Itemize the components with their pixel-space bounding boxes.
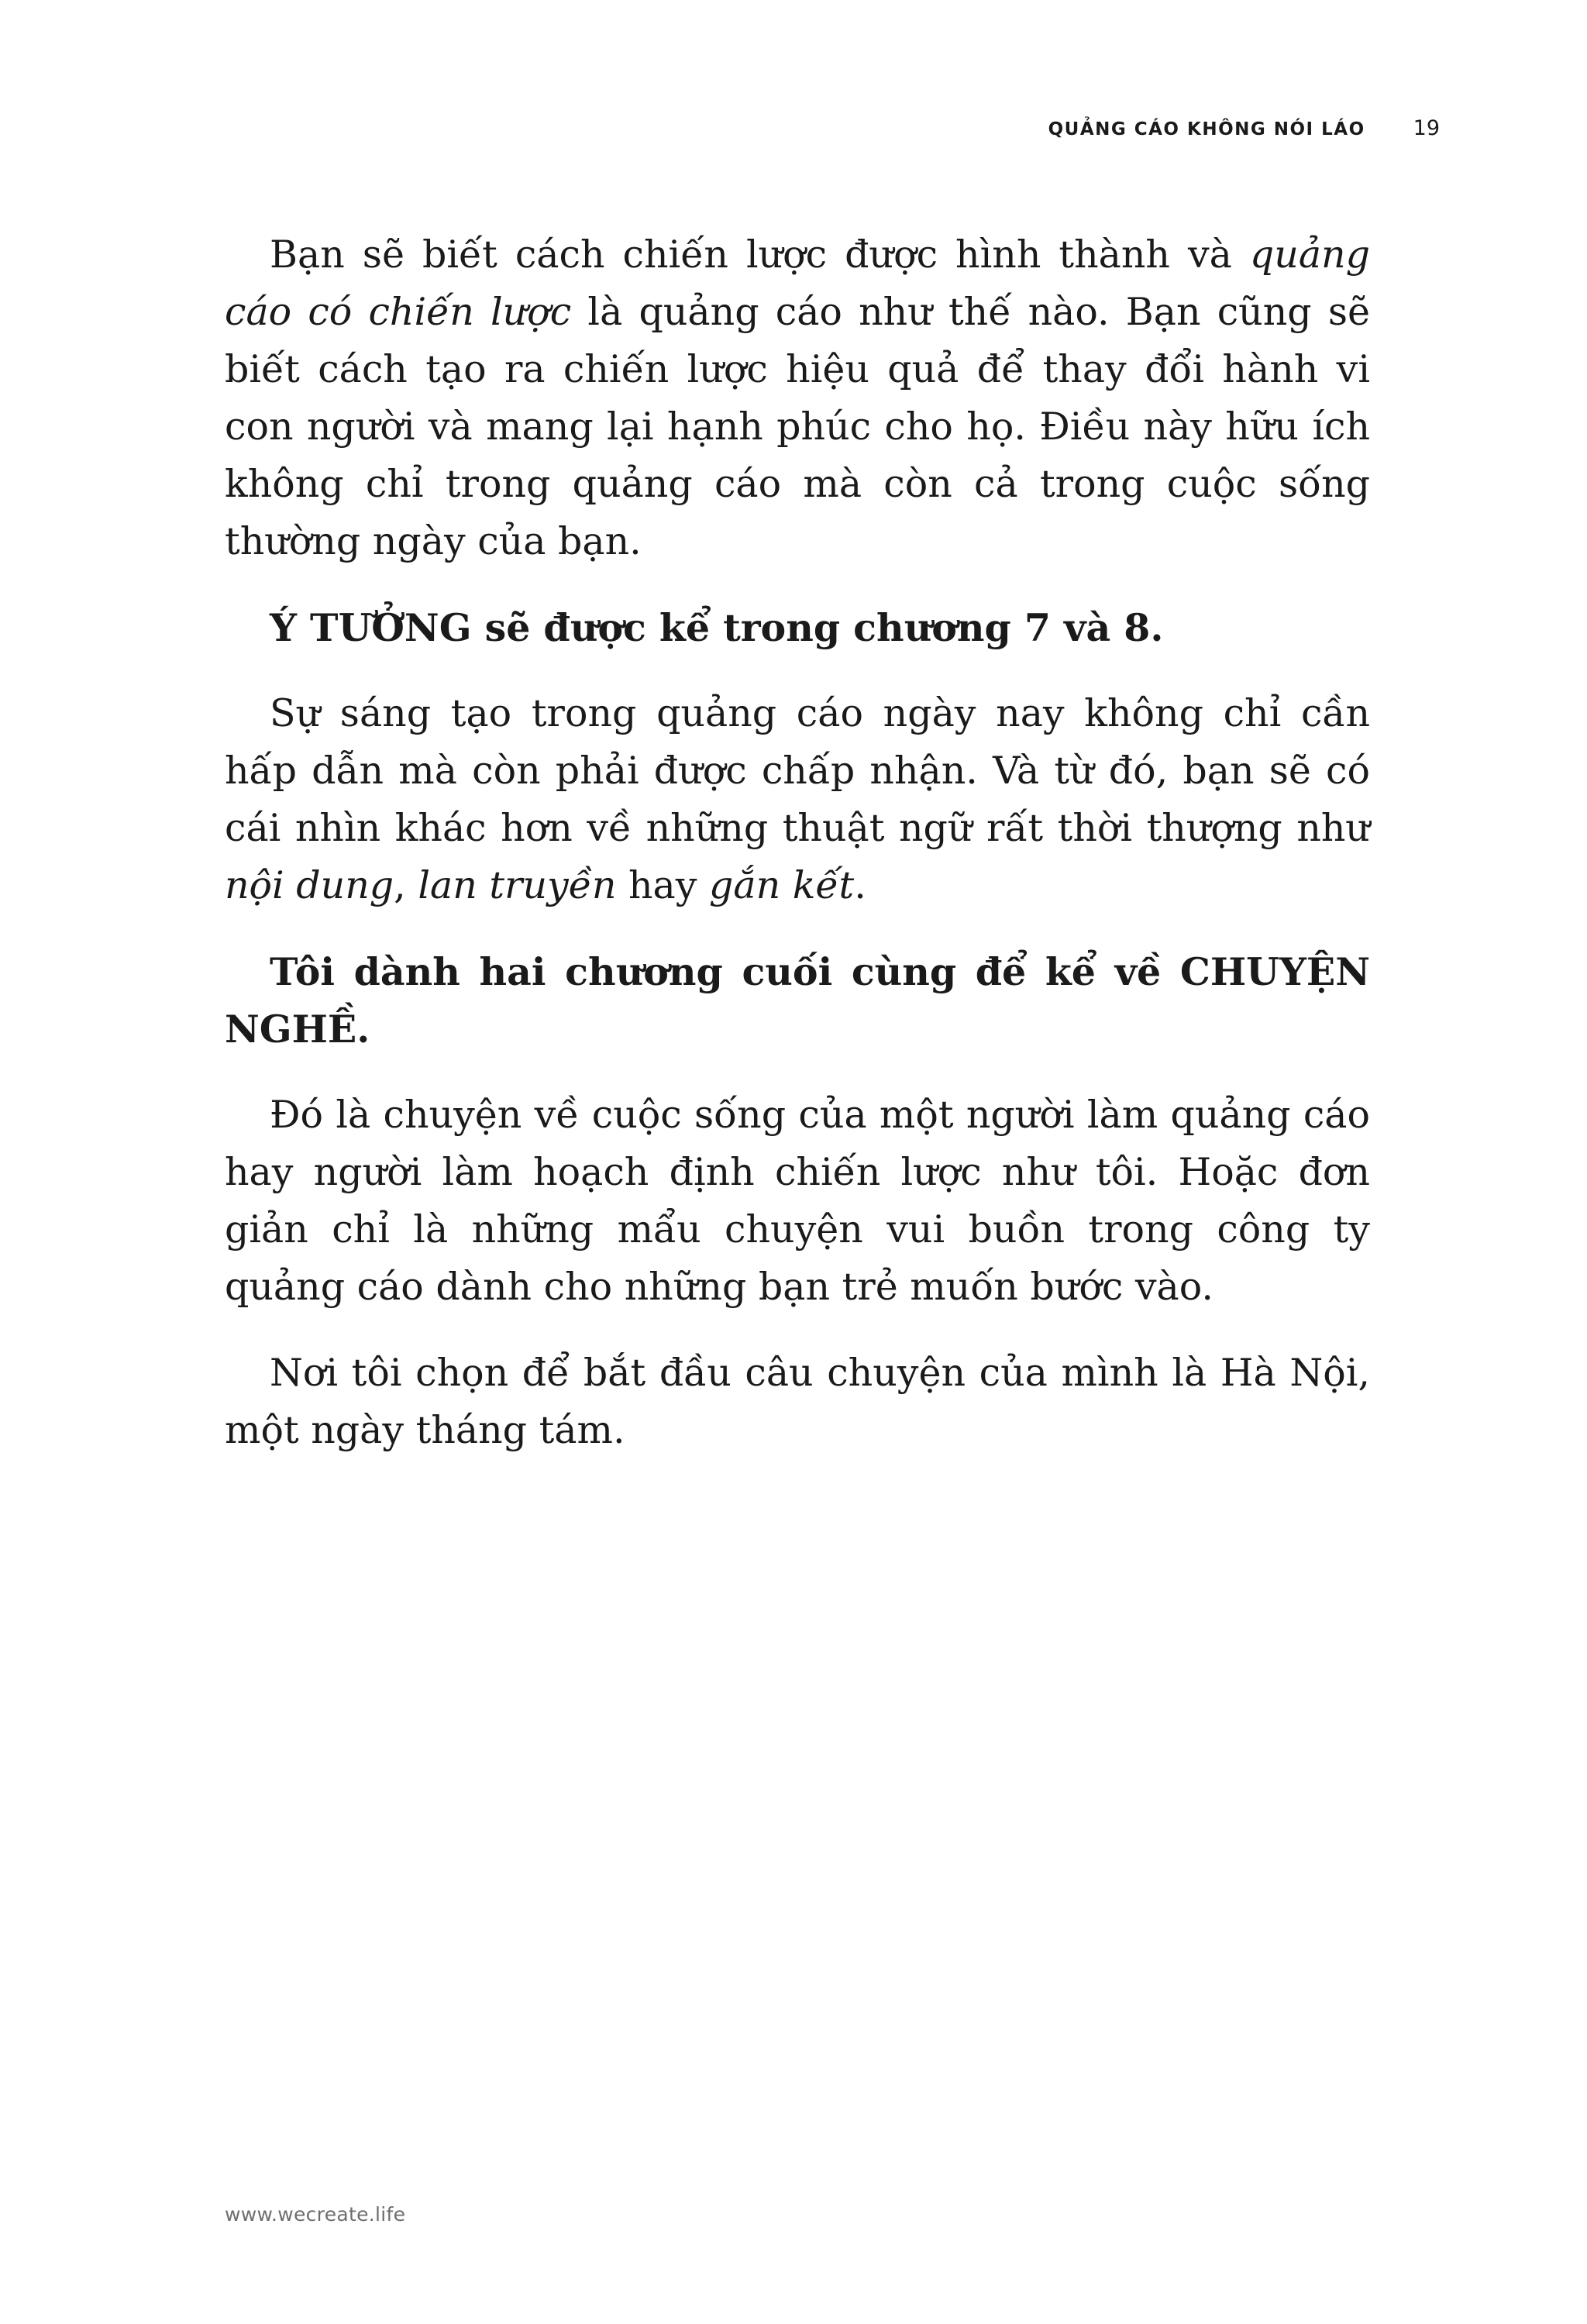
text-segment: hay [616, 863, 709, 907]
text-segment: Tôi dành hai chương cuối cùng để kể về CHUYỆN NGHỀ. [225, 949, 1370, 1052]
text-segment: Ý TƯỞNG sẽ được kể trong chương 7 và 8. [270, 605, 1164, 650]
page-number: 19 [1413, 116, 1440, 140]
text-segment: , [394, 863, 418, 907]
paragraph-hanoi [225, 1344, 1370, 1459]
body-text [225, 226, 1370, 1459]
text-segment: . [854, 863, 866, 907]
paragraph-creativity [225, 685, 1370, 914]
italic-term: gắn kết [709, 863, 855, 907]
paragraph-career-stories [225, 1086, 1370, 1316]
italic-term: quảng cáo có chiến lược [225, 232, 1370, 334]
italic-term: nội dung [225, 863, 394, 907]
running-header [1048, 116, 1440, 140]
text-segment: Sự sáng tạo trong quảng cáo ngày nay không chỉ cần hấp dẫn mà còn phải được chấp nhận. Và từ đó, bạn sẽ có cái nhìn khác hơn về những thuật ngữ rất thời thượng như [225, 691, 1370, 850]
paragraph-idea-heading [225, 599, 1370, 656]
paragraph-strategy [225, 226, 1370, 570]
text-segment: Bạn sẽ biết cách chiến lược được hình thành và [270, 232, 1250, 277]
text-segment: Đó là chuyện về cuộc sống của một người làm quảng cáo hay người làm hoạch định chiến lược như tôi. Hoặc đơn giản chỉ là những mẩu chuyện vui buồn trong công ty quảng cáo dành cho những bạn trẻ muốn bước vào. [225, 1093, 1370, 1309]
text-segment: là quảng cáo như thế nào. Bạn cũng sẽ biết cách tạo ra chiến lược hiệu quả để thay đổi hành vi con người và mang lại hạnh phúc cho họ. Điều này hữu ích không chỉ trong quảng cáo mà còn cả trong cuộc sống thường ngày của bạn. [225, 290, 1370, 563]
running-title: QUẢNG CÁO KHÔNG NÓI LÁO [1048, 119, 1365, 139]
footer-website-url: www.wecreate.life [225, 2203, 406, 2226]
paragraph-career-heading [225, 943, 1370, 1058]
italic-term: lan truyền [418, 863, 617, 907]
text-segment: Nơi tôi chọn để bắt đầu câu chuyện của mình là Hà Nội, một ngày tháng tám. [225, 1351, 1370, 1452]
